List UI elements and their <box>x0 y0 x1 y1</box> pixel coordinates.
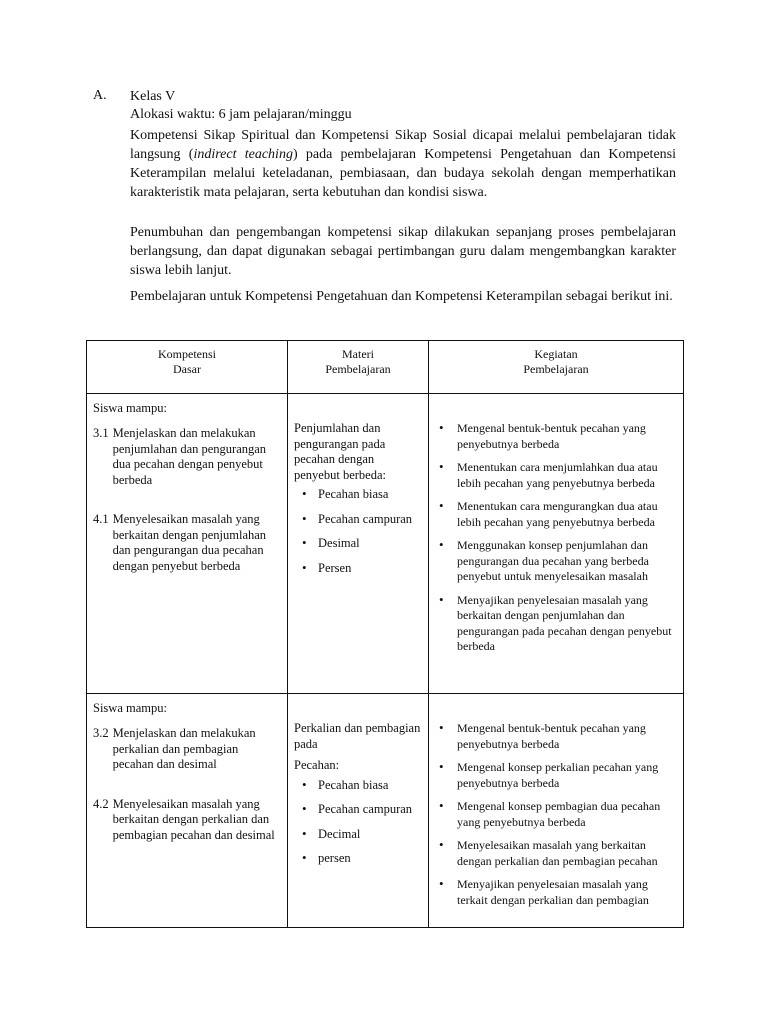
kd-item <box>93 797 282 844</box>
siswa-mampu: Siswa mampu: <box>93 701 167 715</box>
header-kegiatan: Kegiatan Pembelajaran <box>429 341 684 394</box>
list-item: • Pecahan biasa <box>294 487 423 503</box>
materi-intro: Perkalian dan pembagian pada <box>294 721 421 751</box>
kd-item <box>93 426 282 488</box>
paragraph-1-italic: indirect teaching <box>193 147 293 162</box>
section-header <box>130 88 676 124</box>
paragraph-1 <box>130 126 676 202</box>
section-letter: A. <box>93 88 107 103</box>
list-item: • Pecahan campuran <box>294 802 423 818</box>
list-item: • Pecahan biasa <box>294 778 423 794</box>
kd-number: 4.2 <box>93 796 109 811</box>
kegiatan-cell <box>429 394 684 694</box>
list-item: • Menentukan cara mengurangkan dua atau lebih pecahan yang penyebutnya berbeda <box>430 499 678 530</box>
kd-number: 4.1 <box>93 512 109 526</box>
paragraph-3-text: Pembelajaran untuk Kompetensi Pengetahuan dan Kompetensi Keterampilan sebagai berikut ini. <box>130 289 673 304</box>
kd-number: 3.2 <box>93 726 109 740</box>
list-item: • Mengenal bentuk-bentuk pecahan yang penyebutnya berbeda <box>430 721 678 752</box>
list-item: • Mengenal konsep perkalian pecahan yang penyebutnya berbeda <box>430 760 678 791</box>
list-item: • Pecahan campuran <box>294 512 423 528</box>
header-kompetensi-dasar: Kompetensi Dasar <box>87 341 288 394</box>
paragraph-1-end: ) pada pembelajaran Kompetensi Pengetahuan dan Kompetensi Keterampilan melalui keteladanan, pembiasaan, dan budaya sekolah dengan memperhatikan karakteristik mata pelajaran, serta kebutuhan dan kondisi siswa. <box>130 147 676 200</box>
time-allocation: Alokasi waktu: 6 jam pelajaran/minggu <box>130 107 352 122</box>
kegiatan-list <box>430 421 678 655</box>
kd-text: Menjelaskan dan melakukan penjumlahan dan pengurangan dua pecahan dengan penyebut berbeda <box>112 426 267 487</box>
paragraph-2-text: Penumbuhan dan pengembangan kompetensi sikap dilakukan sepanjang proses pembelajaran berlangsung, dan dapat digunakan sebagai pertimbangan guru dalam mengembangkan karakter siswa lebih lanjut. <box>130 225 676 278</box>
list-item: • Menentukan cara menjumlahkan dua atau lebih pecahan yang penyebutnya berbeda <box>430 460 678 491</box>
kompetensi-cell <box>87 394 288 694</box>
materi-list <box>294 778 423 867</box>
list-item: • Desimal <box>294 536 423 552</box>
siswa-mampu: Siswa mampu: <box>93 401 167 415</box>
materi-cell <box>288 394 429 694</box>
kd-text: Menyelesaikan masalah yang berkaitan dengan penjumlahan dan pengurangan dua pecahan dengan penyebut berbeda <box>112 512 267 573</box>
kegiatan-cell <box>429 694 684 928</box>
materi-subheading: Pecahan: <box>294 758 340 772</box>
header-materi: Materi Pembelajaran <box>288 341 429 394</box>
list-item: • Decimal <box>294 827 423 843</box>
paragraph-1-start: Kompetensi Sikap Spiritual dan Kompetensi Sikap Sosial dicapai melalui pembelajaran tidak langsung ( <box>130 128 676 162</box>
kompetensi-cell <box>87 694 288 928</box>
kd-text: Menjelaskan dan melakukan perkalian dan pembagian pecahan dan desimal <box>112 726 256 771</box>
kd-item <box>93 726 282 773</box>
paragraph-3 <box>130 287 676 306</box>
class-label: Kelas V <box>130 89 176 104</box>
list-item: • Menyelesaikan masalah yang berkaitan dengan perkalian dan pembagian pecahan <box>430 838 678 869</box>
paragraph-2 <box>130 223 676 280</box>
list-item: • Mengenal bentuk-bentuk pecahan yang penyebutnya berbeda <box>430 421 678 452</box>
kd-text: Menyelesaikan masalah yang berkaitan dengan perkalian dan pembagian pecahan dan desimal <box>112 796 275 842</box>
kegiatan-list <box>430 721 678 908</box>
list-item: • Mengenal konsep pembagian dua pecahan yang penyebutnya berbeda <box>430 799 678 830</box>
kd-item <box>93 512 282 574</box>
list-item: • Menyajikan penyelesaian masalah yang terkait dengan perkalian dan pembagian <box>430 877 678 908</box>
list-item: • Persen <box>294 561 423 577</box>
materi-intro: Penjumlahan dan pengurangan pada pecahan dengan penyebut berbeda: <box>294 421 386 482</box>
table-header-row <box>87 341 684 394</box>
materi-cell <box>288 694 429 928</box>
competency-table <box>86 340 684 928</box>
list-item: • Menggunakan konsep penjumlahan dan pengurangan dua pecahan yang berbeda penyebut untuk menyelesaikan masalah <box>430 538 678 585</box>
list-item: • Menyajikan penyelesaian masalah yang berkaitan dengan penjumlahan dan pengurangan pada pecahan dengan penyebut berbeda <box>430 593 678 655</box>
kd-number: 3.1 <box>93 426 109 440</box>
list-item: • persen <box>294 851 423 867</box>
table-row <box>87 694 684 928</box>
table-row <box>87 394 684 694</box>
materi-list <box>294 487 423 576</box>
